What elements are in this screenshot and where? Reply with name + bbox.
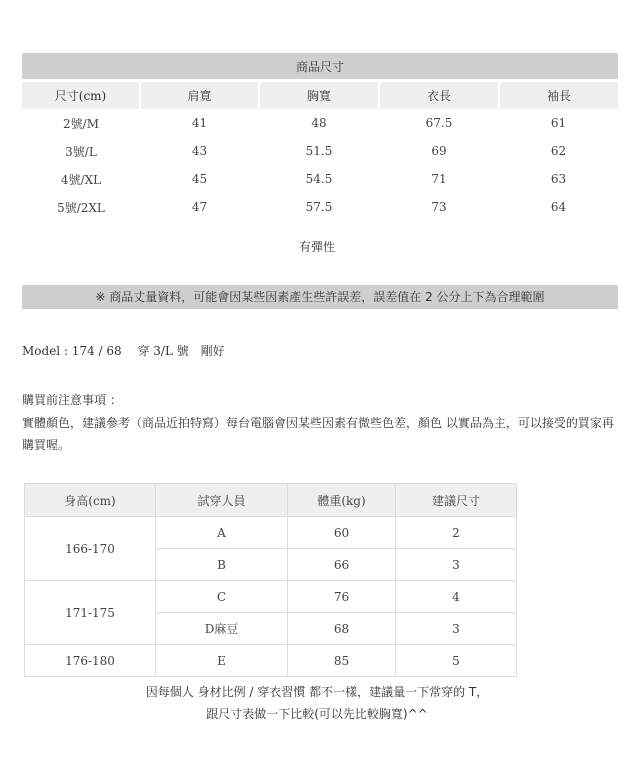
header-chest: 胸寬: [259, 81, 379, 110]
table-cell: 67.5: [425, 116, 453, 130]
table-row: [22, 165, 618, 193]
table-cell: 45: [191, 172, 208, 186]
table-cell: 66: [288, 549, 396, 581]
height-range: 171-175: [25, 581, 156, 645]
table-cell: E: [156, 645, 288, 677]
height-range: 176-180: [25, 645, 156, 677]
table-cell: 5: [396, 645, 517, 677]
header-length: 衣長: [379, 81, 499, 110]
table-cell: 2號/M: [63, 116, 99, 131]
table-cell: 2: [396, 517, 517, 549]
size-table: [22, 53, 618, 221]
header-size: 尺寸(cm): [22, 81, 140, 110]
table-cell: 5號/2XL: [57, 200, 105, 215]
table-cell: 60: [288, 517, 396, 549]
table-row: [25, 581, 517, 613]
table-row: [22, 137, 618, 165]
table-cell: 51.5: [305, 144, 333, 158]
table-cell: 71: [431, 172, 447, 186]
table-cell: 76: [288, 581, 396, 613]
height-range: 166-170: [25, 517, 156, 581]
table-cell: A: [156, 517, 288, 549]
header-sleeve: 袖長: [499, 81, 618, 110]
table-cell: 73: [431, 200, 447, 214]
size-table-header: [22, 81, 618, 110]
header-suggested-size: 建議尺寸: [396, 484, 517, 517]
footer-line-1: 因每個人 身材比例 / 穿衣習慣 都不一樣，建議量一下常穿的 T，: [145, 685, 489, 699]
table-cell: 43: [191, 144, 208, 158]
table-cell: 4: [396, 581, 517, 613]
purchase-notice-body: 實體顏色，建議參考（商品近拍特寫）每台電腦會因某些因素有微些色差，顏色 以實品為主，可以接受的買家再購買喔。: [22, 416, 614, 452]
table-cell: D麻豆: [156, 613, 288, 645]
table-cell: 47: [191, 200, 208, 214]
header-tester: 試穿人員: [156, 484, 288, 517]
table-cell: 3: [396, 613, 517, 645]
table-cell: 63: [550, 172, 567, 186]
table-cell: 48: [311, 116, 327, 130]
measurement-note: ※ 商品丈量資料，可能會因某些因素產生些許誤差，誤差值在 2 公分上下為合理範圍: [22, 285, 618, 309]
table-cell: 61: [550, 116, 567, 130]
fit-table: [24, 483, 517, 677]
table-cell: 41: [191, 116, 208, 130]
table-cell: 3: [396, 549, 517, 581]
table-cell: C: [156, 581, 288, 613]
table-cell: 69: [431, 144, 447, 158]
purchase-notice-title: 購買前注意事項 ：: [22, 393, 122, 407]
table-cell: 64: [550, 200, 567, 214]
table-row: [22, 193, 618, 221]
header-shoulder: 肩寬: [140, 81, 259, 110]
table-row: [25, 517, 517, 549]
footer-line-2: 跟尺寸表做一下比較(可以先比較胸寬)^^: [206, 707, 428, 721]
header-weight: 體重(kg): [288, 484, 396, 517]
table-cell: 68: [288, 613, 396, 645]
table-cell: 57.5: [305, 200, 333, 214]
table-row: [22, 109, 618, 137]
footer-note: [0, 681, 634, 725]
table-cell: 3號/L: [65, 144, 97, 159]
size-table-title: 商品尺寸: [22, 53, 618, 81]
table-cell: 54.5: [305, 172, 333, 186]
table-cell: 62: [550, 144, 567, 158]
fit-table-header: [25, 484, 517, 517]
header-height: 身高(cm): [25, 484, 156, 517]
table-cell: 85: [288, 645, 396, 677]
elastic-label: 有彈性: [298, 240, 335, 254]
table-row: [25, 645, 517, 677]
model-info: Model : 174 / 68 穿 3/L 號 剛好: [22, 344, 225, 358]
table-cell: 4號/XL: [60, 172, 102, 187]
table-cell: B: [156, 549, 288, 581]
